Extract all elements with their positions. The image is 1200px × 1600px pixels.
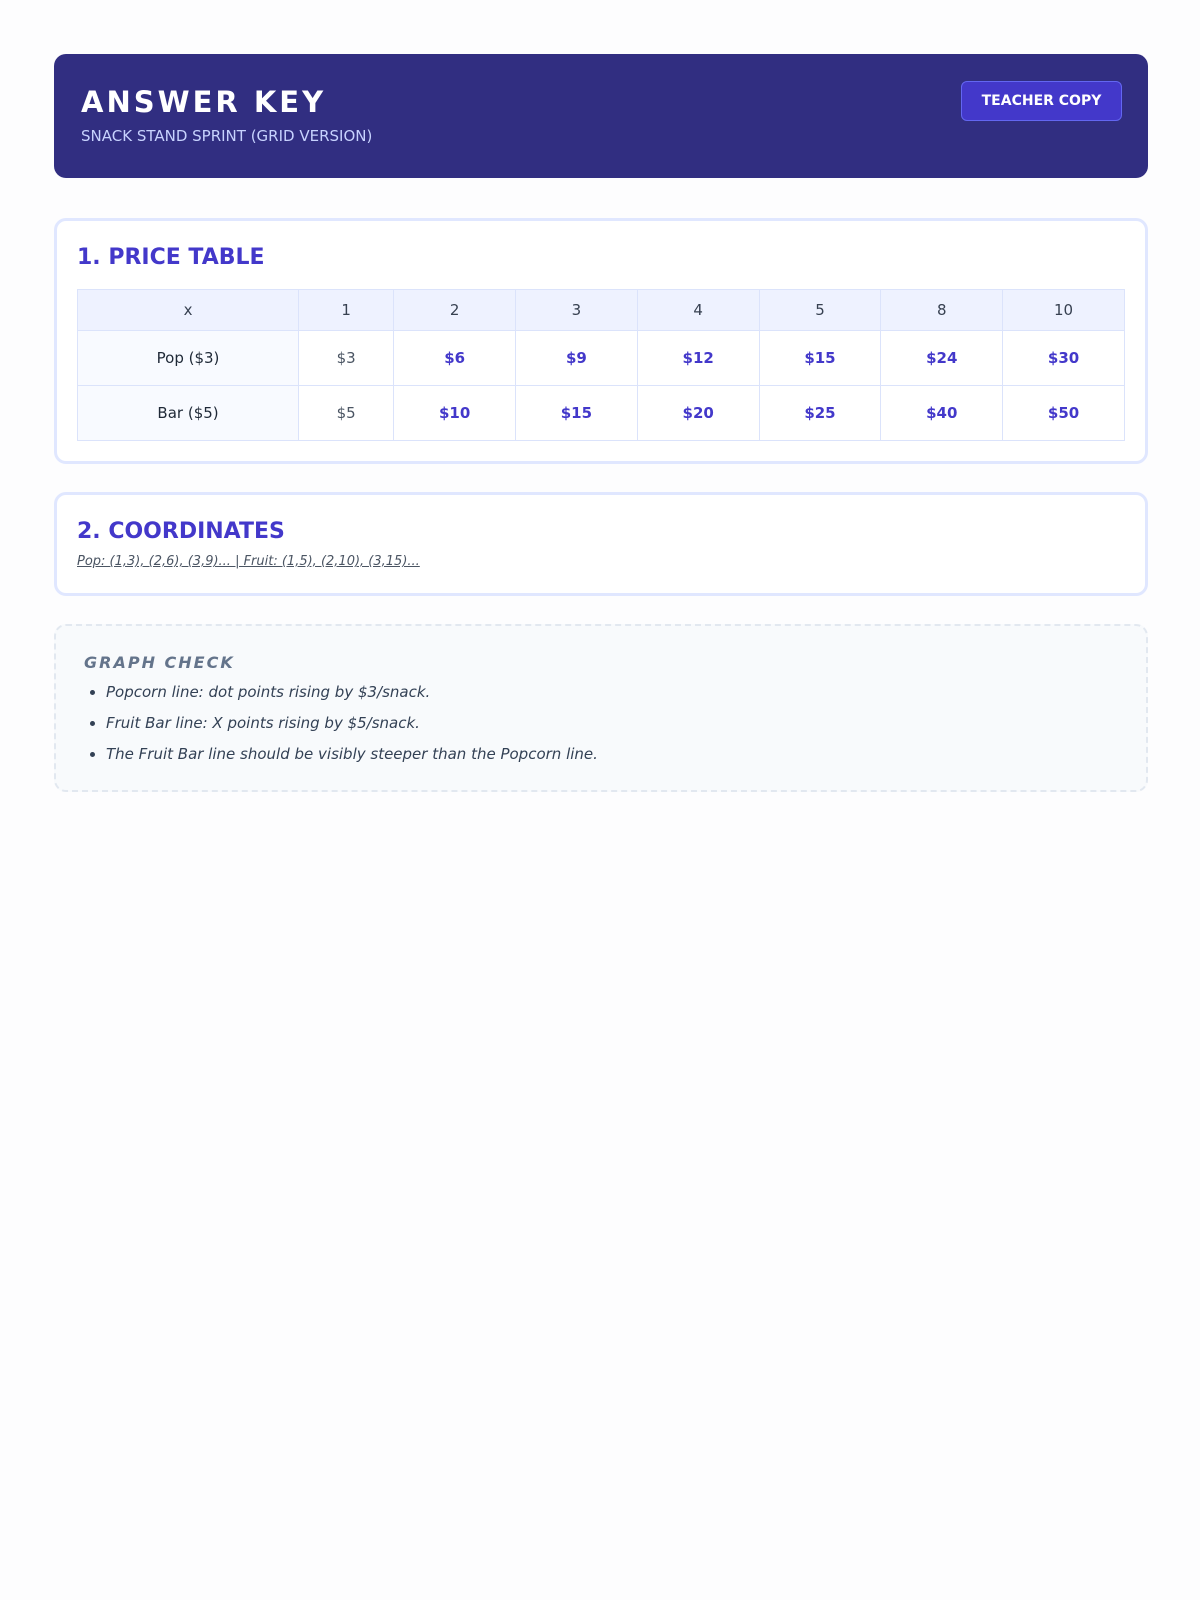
coordinates-answer: Pop: (1,3), (2,6), (3,9)... | Fruit: (1,5), (2,10), (3,15)... bbox=[77, 554, 420, 569]
graph-check-list bbox=[84, 682, 1118, 764]
price-table-section bbox=[54, 218, 1148, 464]
graph-check-box bbox=[54, 624, 1148, 792]
page-subtitle: SNACK STAND SPRINT (GRID VERSION) bbox=[81, 127, 373, 145]
table-cell: $5 bbox=[299, 386, 394, 441]
list-item: • Fruit Bar line: X points rising by $5/snack. bbox=[106, 713, 1118, 733]
list-item: • Popcorn line: dot points rising by $3/snack. bbox=[106, 682, 1118, 702]
table-row bbox=[78, 331, 1125, 386]
column-header: 3 bbox=[516, 290, 638, 331]
table-cell: $20 bbox=[637, 386, 759, 441]
table-cell: $3 bbox=[299, 331, 394, 386]
column-header: x bbox=[78, 290, 299, 331]
coordinates-section bbox=[54, 492, 1148, 596]
table-cell: $24 bbox=[881, 331, 1003, 386]
table-header-row bbox=[78, 290, 1125, 331]
table-cell: $50 bbox=[1003, 386, 1125, 441]
table-row bbox=[78, 386, 1125, 441]
table-cell: $15 bbox=[759, 331, 881, 386]
teacher-copy-badge[interactable]: TEACHER COPY bbox=[961, 81, 1122, 121]
table-cell: $30 bbox=[1003, 331, 1125, 386]
table-cell: $15 bbox=[516, 386, 638, 441]
table-cell: $9 bbox=[516, 331, 638, 386]
row-label: Bar ($5) bbox=[78, 386, 299, 441]
page-title: ANSWER KEY bbox=[81, 85, 327, 119]
table-cell: $40 bbox=[881, 386, 1003, 441]
answer-key-page bbox=[54, 54, 1148, 792]
column-header: 5 bbox=[759, 290, 881, 331]
header-banner bbox=[54, 54, 1148, 178]
table-cell: $12 bbox=[637, 331, 759, 386]
coordinates-title: 2. COORDINATES bbox=[77, 519, 285, 544]
column-header: 1 bbox=[299, 290, 394, 331]
table-cell: $25 bbox=[759, 386, 881, 441]
column-header: 10 bbox=[1003, 290, 1125, 331]
column-header: 4 bbox=[637, 290, 759, 331]
column-header: 8 bbox=[881, 290, 1003, 331]
table-cell: $6 bbox=[394, 331, 516, 386]
column-header: 2 bbox=[394, 290, 516, 331]
list-item: • The Fruit Bar line should be visibly steeper than the Popcorn line. bbox=[106, 744, 1118, 764]
price-table-title: 1. PRICE TABLE bbox=[77, 245, 265, 270]
row-label: Pop ($3) bbox=[78, 331, 299, 386]
table-cell: $10 bbox=[394, 386, 516, 441]
graph-check-title: GRAPH CHECK bbox=[84, 653, 235, 672]
price-table bbox=[77, 289, 1125, 441]
